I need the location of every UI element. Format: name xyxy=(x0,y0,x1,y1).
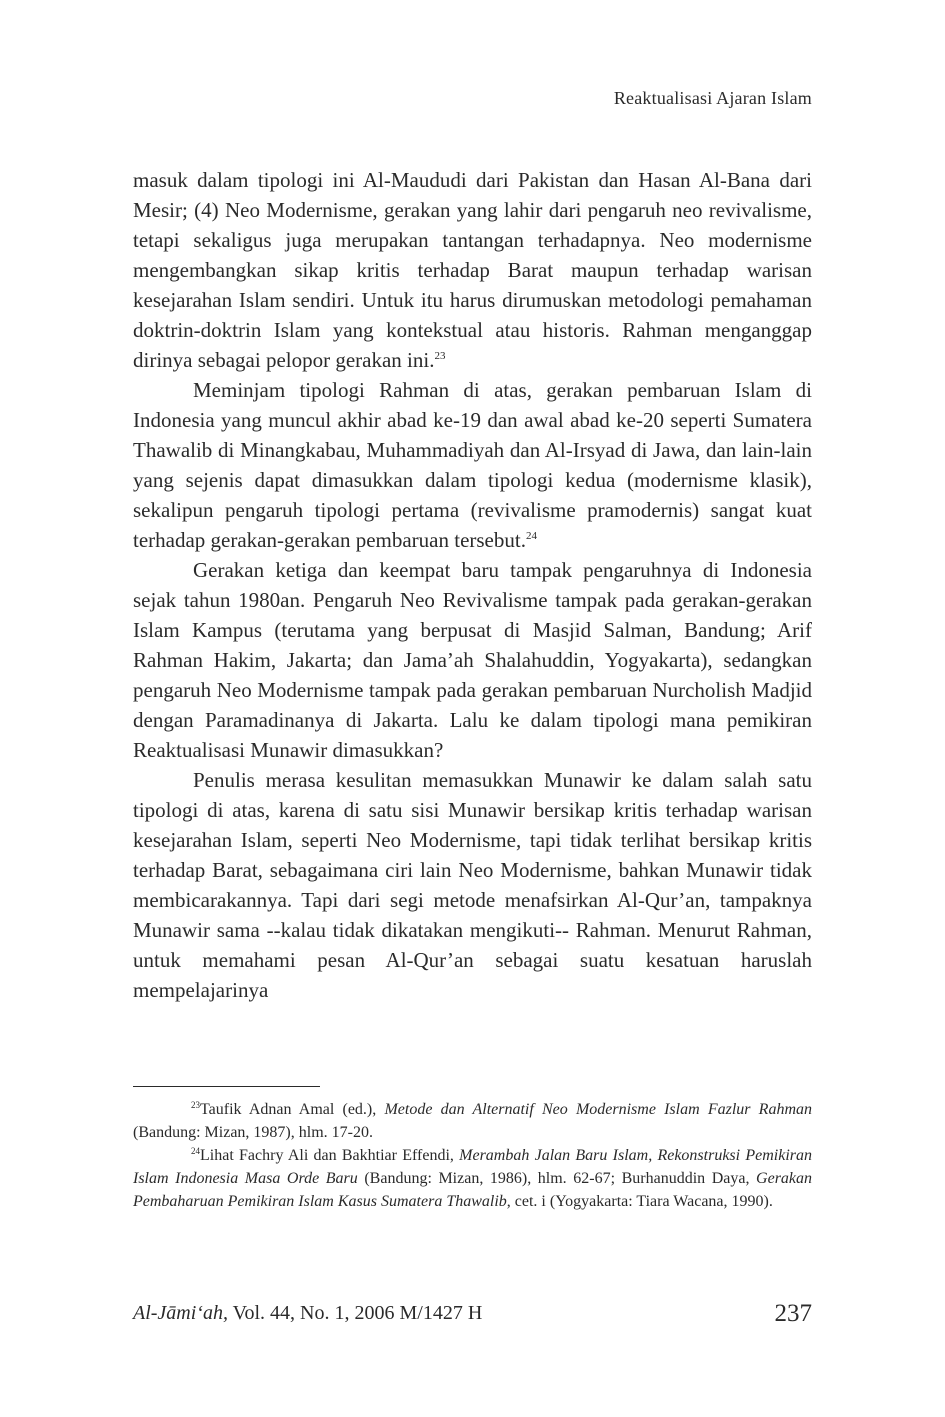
paragraph-2 xyxy=(133,375,812,555)
paragraph-4: Penulis merasa kesulitan memasukkan Munawir ke dalam salah satu tipologi di atas, karena di satu sisi Munawir bersikap kritis terhadap warisan kesejarahan Islam, seperti Neo Modernisme, tapi tidak terlihat bersikap kritis terhadap Barat, sebagaimana ciri lain Neo Modernisme, bahkan Munawir tidak membicarakannya. Tapi dari segi metode menafsirkan Al-Qur’an, tampaknya Munawir sama --kalau tidak dikatakan mengikuti-- Rahman. Menurut Rahman, untuk memahami pesan Al-Qur’an sebagai suatu kesatuan haruslah mempelajarinya xyxy=(133,768,812,1002)
paragraph-1-text: masuk dalam tipologi ini Al-Maududi dari Pakistan dan Hasan Al-Bana dari Mesir; (4) Neo Modernisme, gerakan yang lahir dari pengaruh neo revivalisme, tetapi sekaligus juga merupakan tantangan terhadapnya. Neo modernisme mengembangkan sikap kritis terhadap Barat maupun terhadap warisan kesejarahan Islam sendiri. Untuk itu harus dirumuskan metodologi pemahaman doktrin-doktrin Islam yang kontekstual atau historis. Rahman menganggap dirinya sebagai pelopor gerakan ini. xyxy=(133,168,812,372)
footnote-ref-23: 23 xyxy=(434,350,446,362)
footnotes xyxy=(133,1098,812,1213)
footnote-publication: (Bandung: Mizan, 1986), hlm. 62-67; Burhanuddin Daya, xyxy=(364,1170,750,1187)
footnote-publication: , cet. i (Yogyakarta: Tiara Wacana, 1990). xyxy=(506,1193,773,1210)
paragraph-1 xyxy=(133,165,812,375)
footnote-separator xyxy=(133,1086,320,1087)
footnote-ref-24: 24 xyxy=(525,530,537,542)
paragraph-2-text: Meminjam tipologi Rahman di atas, gerakan pembaruan Islam di Indonesia yang muncul akhir abad ke-19 dan awal abad ke-20 seperti Sumatera Thawalib di Minangkabau, Muhammadiyah dan Al-Irsyad di Jawa, dan lain-lain yang sejenis dapat dimasukkan dalam tipologi kedua (modernisme klasik), sekalipun pengaruh tipologi pertama (revivalisme pramodernis) sangat kuat terhadap gerakan-gerakan pembaruan tersebut. xyxy=(133,378,812,552)
paragraph-3: Gerakan ketiga dan keempat baru tampak pengaruhnya di Indonesia sejak tahun 1980an. Pengaruh Neo Revivalisme tampak pada gerakan-gerakan Islam Kampus (terutama yang berpusat di Masjid Salman, Bandung; Arif Rahman Hakim, Jakarta; dan Jama’ah Shalahuddin, Yogyakarta), sedangkan pengaruh Neo Modernisme tampak pada gerakan pembaruan Nurcholish Madjid dengan Paramadinanya di Jakarta. Lalu ke dalam tipologi mana pemikiran Reaktualisasi Munawir dimasukkan? xyxy=(133,558,812,762)
page-number: 237 xyxy=(774,1300,812,1327)
journal-issue: Vol. 44, No. 1, 2006 M/1427 H xyxy=(232,1302,483,1324)
footnote-title: Gerakan Pembaharuan Pemikiran Islam Kasus Sumatera Thawalib xyxy=(133,1170,813,1210)
footnote-title: Merambah Jalan Baru Islam, Rekonstruksi Pemikiran Islam Indonesia Masa Orde Baru xyxy=(133,1147,812,1187)
footnote-publication: (Bandung: Mizan, 1987), hlm. 17-20. xyxy=(133,1124,373,1141)
footnote-number: 24 xyxy=(191,1146,200,1156)
footnote-title: Metode dan Alternatif Neo Modernisme Islam Fazlur Rahman xyxy=(384,1101,813,1118)
footnote-23 xyxy=(133,1098,812,1144)
main-text xyxy=(133,165,812,1005)
footnote-24 xyxy=(133,1144,812,1213)
journal-citation xyxy=(133,1302,482,1325)
journal-name: Al-Jāmi‘ah, xyxy=(133,1302,228,1324)
footnote-number: 23 xyxy=(191,1100,200,1110)
footnote-author: Taufik Adnan Amal (ed.), xyxy=(200,1101,377,1118)
footnote-author: Lihat Fachry Ali dan Bakhtiar Effendi, xyxy=(200,1147,454,1164)
running-header: Reaktualisasi Ajaran Islam xyxy=(613,88,812,108)
